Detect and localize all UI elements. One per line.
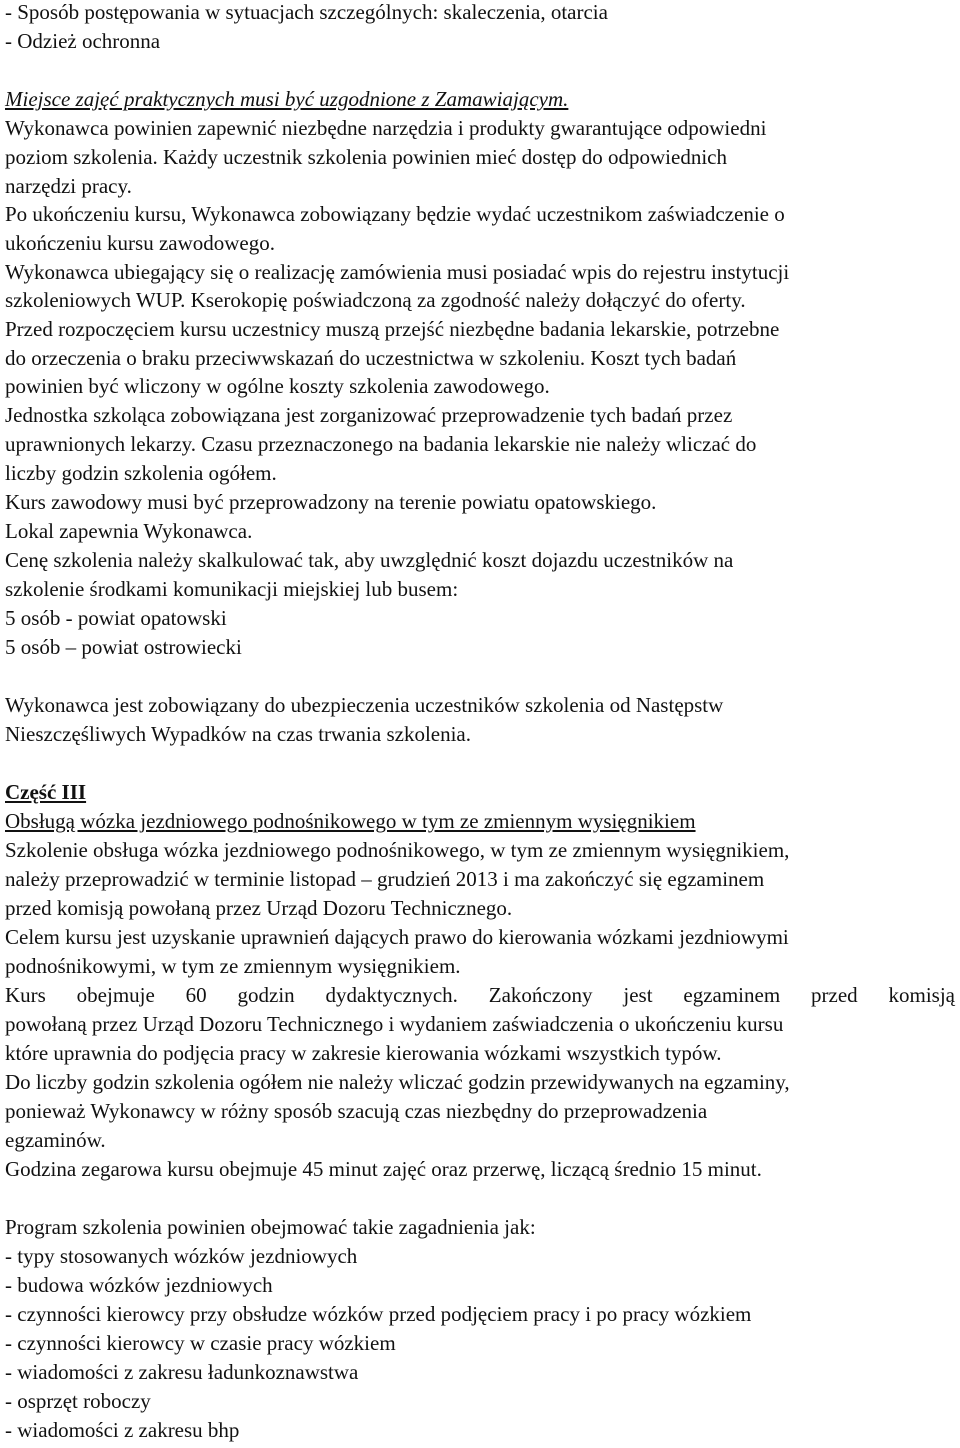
paragraph-line: należy przeprowadzić w terminie listopad – grudzień 2013 i ma zakończyć się egzaminem — [5, 867, 765, 891]
paragraph-line: uprawnionych lekarzy. Czasu przeznaczonego na badania lekarskie nie należy wliczać do — [5, 432, 757, 456]
section-heading: Część III — [5, 780, 87, 804]
list-item: - Sposób postępowania w sytuacjach szczególnych: skaleczenia, otarcia — [5, 0, 608, 24]
section-subheading: Obsługą wózka jezdniowego podnośnikowego w tym ze zmiennym wysięgnikiem — [5, 809, 696, 833]
list-item: - typy stosowanych wózków jezdniowych — [5, 1244, 358, 1268]
list-item: - czynności kierowcy przy obsłudze wózków przed podjęciem pracy i po pracy wózkiem — [5, 1302, 752, 1326]
paragraph-line: Wykonawca ubiegający się o realizację zamówienia musi posiadać wpis do rejestru instytucji — [5, 260, 790, 284]
paragraph-line: szkolenie środkami komunikacji miejskiej lub busem: — [5, 577, 459, 601]
paragraph-line: szkoleniowych WUP. Kserokopię poświadczoną za zgodność należy dołączyć do oferty. — [5, 288, 746, 312]
paragraph-line: Przed rozpoczęciem kursu uczestnicy muszą przejść niezbędne badania lekarskie, potrzebne — [5, 317, 780, 341]
list-item: - wiadomości z zakresu bhp — [5, 1418, 240, 1442]
paragraph-line: Lokal zapewnia Wykonawca. — [5, 519, 253, 543]
paragraph-line: które uprawnia do podjęcia pracy w zakresie kierowania wózkami wszystkich typów. — [5, 1041, 722, 1065]
paragraph-line: Kurs zawodowy musi być przeprowadzony na terenie powiatu opatowskiego. — [5, 490, 657, 514]
paragraph-line: Jednostka szkoląca zobowiązana jest zorganizować przeprowadzenie tych badań przez — [5, 403, 733, 427]
paragraph-line: Celem kursu jest uzyskanie uprawnień dających prawo do kierowania wózkami jezdniowymi — [5, 925, 789, 949]
program-intro: Program szkolenia powinien obejmować takie zagadnienia jak: — [5, 1215, 536, 1239]
paragraph-line: Nieszczęśliwych Wypadków na czas trwania szkolenia. — [5, 722, 471, 746]
paragraph-line: ponieważ Wykonawcy w różny sposób szacują czas niezbędny do przeprowadzenia — [5, 1099, 708, 1123]
list-item: - czynności kierowcy w czasie pracy wózkiem — [5, 1331, 396, 1355]
list-item: - budowa wózków jezdniowych — [5, 1273, 273, 1297]
paragraph-line: powołaną przez Urząd Dozoru Technicznego i wydaniem zaświadczenia o ukończeniu kursu — [5, 1012, 784, 1036]
paragraph-line: powinien być wliczony w ogólne koszty szkolenia zawodowego. — [5, 374, 550, 398]
paragraph-line: liczby godzin szkolenia ogółem. — [5, 461, 277, 485]
paragraph-line: przed komisją powołaną przez Urząd Dozoru Technicznego. — [5, 896, 513, 920]
paragraph-line: Po ukończeniu kursu, Wykonawca zobowiązany będzie wydać uczestnikom zaświadczenie o — [5, 202, 785, 226]
paragraph-line: poziom szkolenia. Każdy uczestnik szkolenia powinien mieć dostęp do odpowiednich — [5, 145, 727, 169]
list-item: - Odzież ochronna — [5, 29, 161, 53]
paragraph-line: egzaminów. — [5, 1128, 106, 1152]
paragraph-line: Miejsce zajęć praktycznych musi być uzgodnione z Zamawiającym. — [5, 87, 569, 111]
paragraph-line: podnośnikowymi, w tym ze zmiennym wysięgnikiem. — [5, 954, 461, 978]
list-item: - osprzęt roboczy — [5, 1389, 151, 1413]
paragraph-line: Kurs obejmuje 60 godzin dydaktycznych. Zakończony jest egzaminem przed komisją — [5, 983, 955, 1007]
list-item: - wiadomości z zakresu ładunkoznawstwa — [5, 1360, 359, 1384]
paragraph-line: Wykonawca jest zobowiązany do ubezpieczenia uczestników szkolenia od Następstw — [5, 693, 724, 717]
paragraph-line: 5 osób - powiat opatowski — [5, 606, 227, 630]
paragraph-line: narzędzi pracy. — [5, 174, 132, 198]
paragraph-line: Do liczby godzin szkolenia ogółem nie należy wliczać godzin przewidywanych na egzaminy, — [5, 1070, 790, 1094]
paragraph-line: do orzeczenia o braku przeciwwskazań do uczestnictwa w szkoleniu. Koszt tych badań — [5, 346, 737, 370]
paragraph-line: Godzina zegarowa kursu obejmuje 45 minut zajęć oraz przerwę, liczącą średnio 15 minut. — [5, 1157, 762, 1181]
paragraph-line: Cenę szkolenia należy skalkulować tak, aby uwzględnić koszt dojazdu uczestników na — [5, 548, 734, 572]
paragraph-line: 5 osób – powiat ostrowiecki — [5, 635, 242, 659]
paragraph-line: Wykonawca powinien zapewnić niezbędne narzędzia i produkty gwarantujące odpowiedni — [5, 116, 767, 140]
paragraph-line: ukończeniu kursu zawodowego. — [5, 231, 276, 255]
paragraph-line: Szkolenie obsługa wózka jezdniowego podnośnikowego, w tym ze zmiennym wysięgnikiem, — [5, 838, 790, 862]
